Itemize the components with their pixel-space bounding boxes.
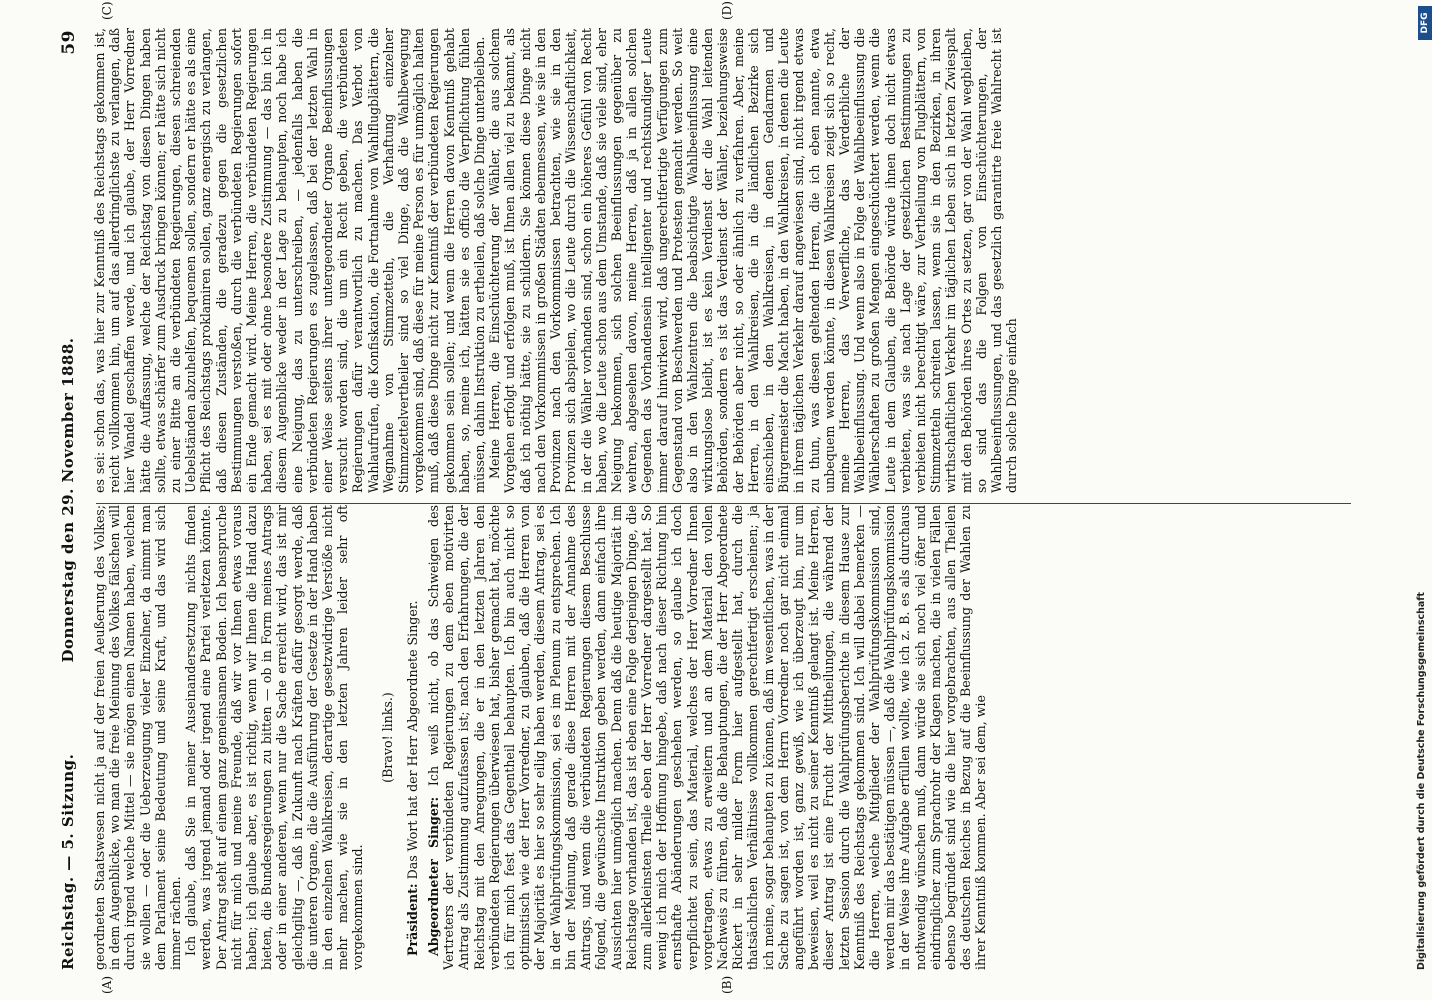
speaker-label: Abgeordneter Singer:	[426, 796, 442, 956]
page-number: 59	[59, 30, 79, 55]
margin-mark-a: (A)	[100, 975, 114, 994]
column-divider	[96, 503, 1351, 504]
paragraph: geordneten Staatswesen nicht ja auf der freien Aeußerung des Volkes; in dem Augenblicke, wo man die freie Meinung des Volkes fälschen will durch irgend welche Mittel — sie mögen einen Namen haben, welchen sie wollen — oder die Ueberzeugung vieler Einzelner, da nimmt man dem Parlament seine Bedeutung und seine Kraft, und das wird sich immer rächen.	[92, 505, 184, 970]
applause-note: (Bravo! links.)	[379, 692, 395, 783]
text-column-right	[92, 28, 1357, 493]
dfg-logo	[1418, 6, 1432, 40]
margin-mark-d: (D)	[720, 1, 734, 20]
speech-paragraph	[426, 505, 989, 970]
digitization-note: Digitalisierung gefördert durch die Deutsche Forschungsgemeinschaft	[1416, 592, 1427, 970]
text-column-left	[92, 505, 1357, 970]
paragraph: Meine Herren, die Einschüchterung der Wähler, die aus solchem Vorgehen erfolgt und erfolgen muß, ist Ihnen allen viel zu bekannt, als daß ich nöthig hätte, sie zu schildern. Sie können diese Dinge nicht nach den Vorkommnissen in großen Städten ebenmessen, wie sie in den Provinzen nach den Vorkommnissen betrachten, wie sie in den Provinzen sich abspielen, wo die Leute durch die Wissenschaftlichkeit, in der die Wähler vorhanden sind, schon ein höheres Gefühl von Recht haben, wo die Leute schon aus dem Umstande, daß sie viele sind, eher Neigung bekommen, sich solchen Beeinflussungen gegenüber zu wehren, abgesehen davon, meine Herren, daß ja in allen solchen Gegenden das Vorhandensein intelligenter und rechtskundiger Leute immer darauf hinwirken wird, daß ungerechtfertigte Verfügungen zum Gegenstand von Beschwerden und Protesten gemacht werden. So weit also in den Wahlzentren die beabsichtigte Wahlbeeinflussung eine wirkungslose bleibt, ist es kein Verdienst der die Wahl leitenden Behörden, sondern es ist das Verdienst der Wähler, beziehungsweise der Behörden aber nicht, so oder ähnlich zu verfahren. Aber, meine Herren, in den Wahlkreisen, die in die ländlichen Bezirke sich einschieben, in den Wahlkreisen, in denen Gendarmen und Bürgermeister die Macht haben, in den Wahlkreisen, in denen die Leute in ihrem täglichen Verkehr darauf angewiesen sind, nicht irgend etwas zu thun, was diesen geltenden Herren, die ich eben nannte, etwa unbequem werden könnte, in diesen Wahlkreisen zeigt sich so recht, meine Herren, das Verwerfliche, das Verderbliche der Wahlbeeinflussung. Und wenn also in Folge der Wahlbeeinflussung die Wählerschaften zu großen Mengen eingeschüchtert werden, wenn die Leute in dem Glauben, die Behörde würde ihnen doch nicht etwas verbieten, was sie nach Lage der gesetzlichen Bestimmungen zu verbieten nicht berechtigt wäre, zur Vertheilung von Flugblättern, von Stimmzetteln schreiten lassen, wenn sie in den Bezirken, in ihren wirthschaftlichen Verkehr im täglichen Leben sich in letzten Zwiespalt mit den Behörden ihres Ortes zu setzen, gar von der Wahl wegbleiben, so sind das die Folgen von Einschüchterungen, der Wahlbeeinflussungen, und das gesetzlich garantirte freie Wahlrecht ist durch solche Dinge einfach	[487, 28, 1020, 493]
margin-mark-c: (C)	[100, 1, 114, 20]
page-header	[55, 30, 85, 970]
header-session: Reichstag. — 5. Sitzung.	[59, 753, 77, 970]
dfg-logo-text: DFG	[1420, 12, 1430, 34]
paragraph: es sei: schon das, was hier zur Kenntniß des Reichstags gekommen ist, reicht vollkommen hin, um auf das allerdringlichste zu verlangen, daß hier Wandel geschaffen werde, und ich glaube, der Herr Vorredner hätte die Auffassung, welche der Reichstag von diesen Dingen haben sollte, etwas schärfer zum Ausdruck bringen können; er hätte sich nicht zu einer Bitte an die verbündeten Regierungen, diesen schreienden Uebelständen abzuhelfen, bequemen sollen, sondern er hätte es als eine Pflicht des Reichstags proklamiren sollen, ganz energisch zu verlangen, daß diesen Zuständen, die geradezu gegen die gesetzlichen Bestimmungen verstoßen, durch die verbündeten Regierungen sofort ein Ende gemacht wird. Meine Herren, die verbündeten Regierungen haben, sei es mit oder ohne besondere Zustimmung — das bin ich in diesem Augenblicke weder in der Lage zu behaupten, noch habe ich eine Neigung, das zu unterschreiben, — jedenfalls haben die verbündeten Regierungen es zugelassen, daß bei der letzten Wahl in einer Weise seitens ihrer untergeordneter Organe Beeinflussungen versucht worden sind, die um ein Recht geben, die verbündeten Regierungen dafür verantwortlich zu machen. Das Verbot von Wahlaufrufen, die Konfiskation, die Fortnahme von Wahlflugblättern, die Wegnahme von Stimmzetteln, die Verhaftung einzelner Stimmzettelvertheiler sind so viel Dinge, daß die Wahlbewegung vorgekommen sind, daß diese für meine Person es für unmöglich halten muß, daß diese Dinge nicht zur Kenntniß der verbündeten Regierungen gekommen sein sollen; und wenn die Herren davon Kenntniß gehabt haben, so, meine ich, hätten sie es officio die Verpflichtung fühlen müssen, dahin Instruktion zu ertheilen, daß solche Dinge unterbleiben.	[92, 28, 488, 493]
header-date: Donnerstag den 29. November 1888.	[59, 337, 77, 663]
digitization-footer	[1416, 30, 1432, 970]
margin-mark-b: (B)	[720, 975, 734, 994]
paragraph: Ich glaube, daß Sie in meiner Auseinandersetzung nichts finden werden, was irgend jemand oder irgend eine Partei verletzen könnte. Der Antrag steht auf einem ganz gemeinsamen Boden. Ich beanspruche nicht für mich und meine Freunde, daß wir vor Ihnen etwas voraus haben; ich glaube aber, es ist richtig, wenn wir Ihnen die Hand dazu bieten, die Bundesregierungen zu bitten — ob in Form meines Antrags oder in einer anderen, wenn nur die Sache erreicht wird, das ist mir gleichgiltig —, daß in Zukunft nach Kräften dafür gesorgt werde, daß die unteren Organe, die die Ausführung der Gesetze in der Hand haben in den einzelnen Wahlkreisen, derartige gesetzwidrige Verstöße nicht mehr machen, wie sie in den letzten Jahren leider sehr oft vorgekommen sind.	[183, 505, 366, 970]
speech-text: Ich weiß nicht, ob das Schweigen des Vertreters der verbündeten Regierungen zu dem eben motivirten Antrag als Zustimmung aufzufassen ist; nach den Erfahrungen, die der Reichstag mit den Anregungen, die er in den letzten Jahren den verbündeten Regierungen überwiesen hat, bisher gemacht hat, möchte ich für mich fest das Gegentheil behaupten. Ich bin auch nicht so optimistisch wie der Herr Vorredner, zu glauben, daß die Herren von der Majorität es hier so sehr eilig haben werden, diesem Antrag, sei es in der Wahlprüfungskommission, sei es im Plenum zu entsprechen. Ich bin der Meinung, daß gerade diese Herren mit der Annahme des Antrags, und wenn die verbündeten Regierungen diesem Beschlusse folgend, die gewünschte Instruktion geben werden, dann einfach ihre Aussichten hier unmöglich machen. Denn daß die heutige Majorität im Reichstage vorhanden ist, das ist eben eine Folge derjenigen Dinge, die zum allerkleinsten Theile eben der Herr Vorredner dargestellt hat. So wenig ich mich der Hoffnung hingebe, daß nach dieser Richtung hin ernsthafte Abänderungen geschehen werden, so glaube ich doch verpflichtet zu sein, das Material, welches der Herr Vorredner Ihnen vorgetragen, etwas zu erweitern und an dem Material den vollen Nachweis zu führen, daß die Behauptungen, die der Herr Abgeordnete Rickert in sehr milder Form hier aufgestellt hat, durch die thatsächlichen Verhältnisse vollkommen gerechtfertigt erscheinen; ja ich meine, sogar behaupten zu können, daß im wesentlichen, was in der Sache zu sagen ist, von dem Herrn Vorredner noch gar nicht einmal angeführt worden ist, ganz gewiß, wie ich überzeugt bin, nur um beweisen, weil es nicht zu seiner Kenntniß gelangt ist. Meine Herren, dieser Antrag ist eine Frucht der Mittheilungen, die während der letzten Session durch die Wahlprüfungsberichte in diesem Hause zur Kenntniß des Reichstags gekommen sind. Ich will dabei bemerken — die Herren, welche Mitglieder der Wahlprüfungskommission sind, werden mir das bestätigen müssen —, daß die Wahlprüfungskommission in der Weise ihre Aufgabe erfüllen wollte, wie ich z. B. es als durchaus nothwendig wünschen muß, dann würde sie sich noch viel öfter und eindringlicher zum Sprachrohr der Klagen machen, die in vielen Fällen ebenso begründet sind wie die hier vorgebrachten, aus allen Theilen des deutschen Reiches in Bezug auf die Beeinflussung der Wahlen zu ihrer Kenntniß kommen. Aber sei dem, wie	[426, 505, 989, 970]
speaker-label: Präsident:	[404, 883, 420, 956]
president-statement	[405, 505, 420, 970]
statement-text: Das Wort hat der Herr Abgeordnete Singer.	[404, 600, 420, 884]
